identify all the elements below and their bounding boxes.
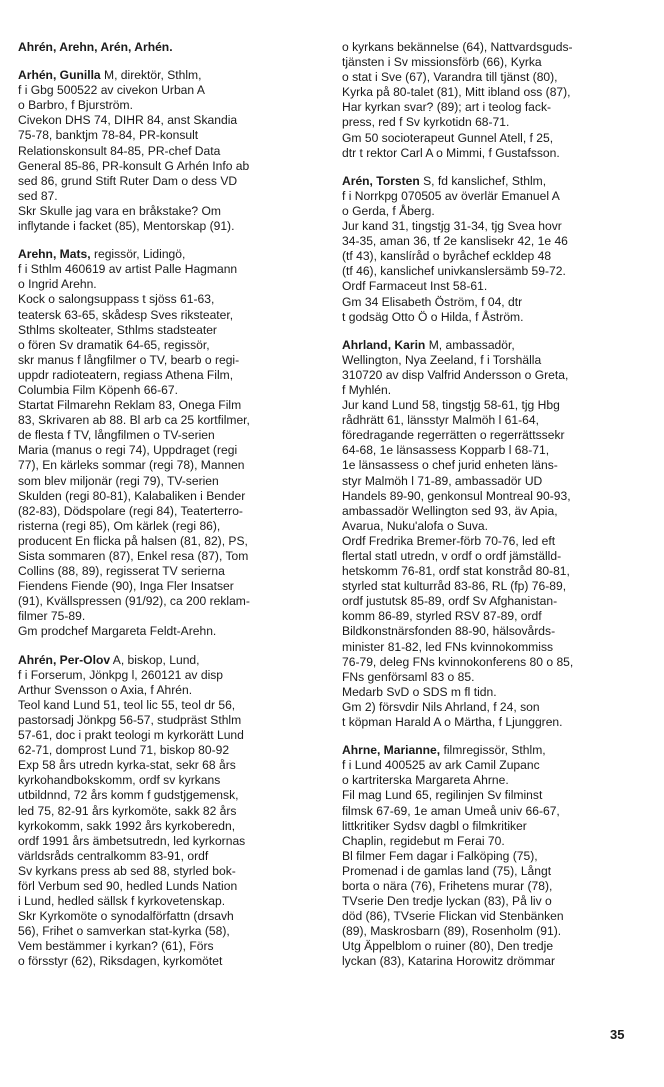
entry-text: Medarb SvD o SDS m fl tidn. (342, 684, 497, 699)
entry-text: 77), En kärleks sommar (regi 78), Mannen (18, 458, 245, 473)
entry-text: utbildnnd, 72 års komm f gudstjgemensk, (18, 788, 239, 803)
entry-text: A, biskop, Lund, (110, 652, 200, 667)
text-line (342, 564, 642, 579)
entry-text: Handels 89-90, genkonsul Montreal 90-93, (342, 488, 571, 503)
text-line (342, 249, 642, 264)
entry-text: Avarua, Nuku'alofa o Suva. (342, 518, 488, 533)
entry-text: o kyrkans bekännelse (64), Nattvardsguds- (342, 40, 573, 54)
entry-text: Jur kand 31, tingstjg 31-34, tjg Svea hovr (342, 219, 562, 234)
entry-text: filmer 75-89. (18, 609, 86, 624)
entry-text: inflytande i facket (85), Mentorskap (91). (18, 219, 235, 234)
text-line (18, 954, 318, 969)
entry-text: 62-71, domprost Lund 71, biskop 80-92 (18, 743, 230, 758)
entry-text: Sv kyrkans press ab sed 88, styrled bok- (18, 863, 236, 878)
text-line (342, 264, 642, 279)
text-line (342, 70, 642, 85)
entry-text: Gm 34 Elisabeth Öström, f 04, dtr (342, 294, 523, 309)
entry-text: (91), Kvällspressen (91/92), ca 200 reklam- (18, 594, 250, 609)
entry-text: littkritiker Sydsv dagbl o filmkritiker (342, 818, 527, 833)
entry-name: Arén, Torsten (342, 173, 420, 188)
text-line (342, 640, 642, 655)
entry-text: styr Malmöh l 71-89, ambassadör UD (342, 473, 543, 488)
entry-text: komm 86-89, styrled RSV 87-89, ordf (342, 609, 542, 624)
text-line (18, 549, 318, 564)
entry-text: Har kyrkan svar? (89); art i teolog fack- (342, 100, 552, 115)
text-line (18, 668, 318, 683)
text-line (342, 894, 642, 909)
text-line (18, 353, 318, 368)
text-line (18, 743, 318, 758)
entry-text: Skr Kyrkomöte o synodalförfattn (drsavh (18, 909, 234, 924)
entry-text: Collins (88, 89), regisserat TV serierna (18, 564, 225, 579)
text-line (342, 879, 642, 894)
entry-text: uppdr radioteatern, regiass Athena Film, (18, 367, 234, 382)
entry-text: f i Forserum, Jönkpg l, 260121 av disp (18, 667, 224, 682)
text-line (18, 864, 318, 879)
entry-text: led 75, 82-91 års kyrkomöte, sakk 82 års (18, 803, 237, 818)
text-line (342, 234, 642, 249)
text-line (342, 428, 642, 443)
text-line (342, 146, 642, 161)
entry-text: o Barbro, f Bjurström. (18, 98, 133, 113)
entry-separator (342, 730, 642, 743)
entry-text: Exp 58 års utredn kyrka-stat, sekr 68 års (18, 758, 236, 773)
text-line (18, 534, 318, 549)
text-line (342, 715, 642, 730)
entry-text: M, ambassadör, (425, 337, 515, 352)
entry-text: Ordf Fredrika Bremer-förb 70-76, led eft (342, 533, 556, 548)
text-line (342, 310, 642, 325)
text-line (342, 864, 642, 879)
entry-text: press, red f Sv kyrkotidn 68-71. (342, 115, 510, 130)
entry-text: kyrkohandbokskomm, ordf sv kyrkans (18, 773, 221, 788)
entry-text: Wellington, Nya Zeeland, f i Torshälla (342, 352, 542, 367)
entry-text: minister 81-82, led FNs kvinnokommiss (342, 639, 554, 654)
text-line (18, 443, 318, 458)
entry-text: regissör, Lidingö, (90, 247, 186, 262)
text-line (342, 504, 642, 519)
text-line (342, 670, 642, 685)
entry-text: TVserie Den tredje lyckan (83), På liv o (342, 894, 552, 909)
text-line (342, 849, 642, 864)
text-line (342, 700, 642, 715)
entry-text: pastorsadj Jönkpg 56-57, studpräst Sthlm (18, 712, 242, 727)
entry-separator (18, 55, 318, 68)
entry-text: flertal statl utredn, v ordf o ordf jämställd- (342, 549, 562, 563)
entry-text: 56), Frihet o samverkan stat-kyrka (58), (18, 924, 230, 939)
entry-separator (342, 161, 642, 174)
entry-name: Arehn, Mats, (18, 247, 91, 262)
entry-text: Utg Äppelblom o ruiner (80), Den tredje (342, 939, 554, 954)
entry-text: o kartriterska Margareta Ahrne. (342, 773, 509, 788)
entry-text: 310720 av disp Valfrid Andersson o Greta, (342, 367, 569, 382)
text-line (18, 489, 318, 504)
text-line (18, 909, 318, 924)
text-line (342, 458, 642, 473)
entry-text: 57-61, doc i prakt teologi m kyrkorätt Lund (18, 728, 244, 743)
entry-text: Gm 2) försvdir Nils Ahrland, f 24, son (342, 699, 540, 714)
text-line (18, 398, 318, 413)
entry-text: Civekon DHS 74, DIHR 84, anst Skandia (18, 113, 238, 128)
entry-name: Ahrén, Arehn, Arén, Arhén. (18, 40, 173, 54)
entry-text: t godsäg Otto Ö o Hilda, f Åström. (342, 309, 524, 324)
entry-text: ordf 1991 års ämbetsutredn, led kyrkornas (18, 833, 246, 848)
entry-text: ordf justutsk 85-89, ordf Sv Afghanistan- (342, 594, 558, 609)
entry-text: 1e länsassess o chef jurid enheten läns- (342, 458, 558, 473)
entry-text: föredragande regerrätten o regerrättssekr (342, 428, 565, 443)
text-line (342, 55, 642, 70)
text-line (18, 819, 318, 834)
entry-text: 75-78, banktjm 78-84, PR-konsult (18, 128, 199, 143)
text-line (342, 474, 642, 489)
text-line (18, 292, 318, 307)
entry-text: f i Gbg 500522 av civekon Urban A (18, 83, 205, 98)
text-line (18, 277, 318, 292)
entry-text: rådhrätt 61, länsstyr Malmöh l 61-64, (342, 413, 539, 428)
text-line (342, 773, 642, 788)
text-line (18, 308, 318, 323)
entry-text: producent En flicka på halsen (81, 82), PS, (18, 533, 248, 548)
entry-text: filmsk 67-69, 1e aman Umeå univ 66-67, (342, 803, 560, 818)
text-line (342, 788, 642, 803)
text-line (18, 204, 318, 219)
entry-name: Ahrén, Per-Olov (18, 652, 111, 667)
entry-separator (342, 325, 642, 338)
text-line (18, 262, 318, 277)
entry-text: teatersk 63-65, skådesp Sves riksteater, (18, 307, 234, 322)
entry-text: död (86), TVserie Flickan vid Stenbänken (342, 909, 564, 924)
text-line (342, 189, 642, 204)
text-line (342, 549, 642, 564)
entry-text: styrled stat kulturråd 83-86, RL (fp) 76-89, (342, 579, 567, 594)
text-line (342, 924, 642, 939)
text-line (342, 519, 642, 534)
text-line (342, 204, 642, 219)
text-line (18, 83, 318, 98)
entry-text: Gm prodchef Margareta Feldt-Arehn. (18, 624, 217, 639)
text-line (18, 519, 318, 534)
entry-text: Sthlms skolteater, Sthlms stadsteater (18, 322, 217, 337)
text-line (342, 939, 642, 954)
entry-text: förl Verbum sed 90, hedled Lunds Nation (18, 878, 238, 893)
entry-text: f Myhlén. (342, 382, 392, 397)
entry-text: Kock o salongsuppass t sjöss 61-63, (18, 292, 215, 307)
text-line (18, 174, 318, 189)
entry-text: f i Norrkpg 070505 av överlär Emanuel A (342, 188, 560, 203)
text-line (342, 685, 642, 700)
text-line (18, 834, 318, 849)
text-line (18, 594, 318, 609)
entry-text: sed 87. (18, 188, 58, 203)
entry-text: lyckan (83), Katarina Horowitz drömmar (342, 954, 556, 969)
entry-text: o Ingrid Arehn. (18, 277, 97, 292)
text-line (18, 323, 318, 338)
entry-name: Ahrne, Marianne, (342, 743, 441, 758)
entry-text: FNs genförsaml 83 o 85. (342, 669, 475, 684)
entry-text: Fil mag Lund 65, regilinjen Sv filminst (342, 788, 543, 803)
text-line (18, 758, 318, 773)
text-line (18, 564, 318, 579)
text-line (342, 398, 642, 413)
entry-text: Jur kand Lund 58, tingstjg 58-61, tjg Hbg (342, 398, 560, 413)
text-line (342, 655, 642, 670)
entry-text: (tf 43), kanslíråd o byråchef eckldep 48 (342, 249, 552, 264)
text-line (18, 698, 318, 713)
entry-text: Kyrka på 80-talet (81), Mitt ibland oss (87), (342, 85, 571, 100)
entry-text: tjänsten i Sv missionsförb (66), Kyrka (342, 55, 542, 70)
entry-text: Teol kand Lund 51, teol lic 55, teol dr 56, (18, 697, 236, 712)
entry-text: Skulden (regi 80-81), Kalabaliken i Bender (18, 488, 246, 503)
entry-separator (18, 640, 318, 653)
text-line (18, 474, 318, 489)
text-line (18, 728, 318, 743)
text-line (18, 413, 318, 428)
text-line (18, 113, 318, 128)
text-line (342, 804, 642, 819)
text-line (18, 653, 318, 668)
entry-text: Gm 50 socioterapeut Gunnel Atell, f 25, (342, 130, 554, 145)
text-line (18, 247, 318, 262)
entry-text: f i Sthlm 460619 av artist Palle Hagmann (18, 262, 238, 277)
text-line (342, 353, 642, 368)
entry-text: o Gerda, f Åberg. (342, 203, 435, 218)
text-line (18, 624, 318, 639)
entry-text: S, fd kanslichef, Sthlm, (419, 173, 547, 188)
text-line (342, 489, 642, 504)
text-line (18, 788, 318, 803)
entry-name: Ahrland, Karin (342, 337, 426, 352)
text-line (342, 85, 642, 100)
entry-text: i Lund, hedled sällsk f kyrkovetenskap. (18, 894, 226, 909)
text-line (342, 279, 642, 294)
text-line (342, 579, 642, 594)
entry-text: o försstyr (62), Riksdagen, kyrkomötet (18, 954, 223, 969)
entry-text: som blev miljonär (regi 79), TV-serien (18, 473, 219, 488)
entry-text: 34-35, aman 36, tf 2e kanslisekr 42, 1e 46 (342, 234, 568, 249)
text-line (342, 115, 642, 130)
entry-text: Vem bestämmer i kyrkan? (61), Förs (18, 939, 214, 954)
entry-text: kyrkokomm, sakk 1992 års kyrkoberedn, (18, 818, 236, 833)
entry-text: o stat i Sve (67), Varandra till tjänst (80), (342, 70, 558, 85)
text-line (18, 40, 318, 55)
text-line (18, 128, 318, 143)
entry-text: Bildkonstnärsfonden 88-90, hälsovårds- (342, 624, 556, 639)
text-line (342, 624, 642, 639)
text-line (18, 68, 318, 83)
text-line (18, 159, 318, 174)
entry-text: f i Lund 400525 av ark Camil Zupanc (342, 758, 540, 773)
entry-text: sed 86, grund Stift Ruter Dam o dess VD (18, 173, 238, 188)
entry-text: 76-79, deleg FNs kvinnokonferens 80 o 85, (342, 654, 574, 669)
text-line (342, 383, 642, 398)
entry-text: 64-68, 1e länsassess Kopparb l 68-71, (342, 443, 550, 458)
text-line (18, 849, 318, 864)
entry-text: Columbia Film Köpenh 66-67. (18, 382, 178, 397)
entry-text: Sista sommaren (87), Enkel resa (87), Tom (18, 549, 249, 563)
text-line (342, 368, 642, 383)
text-line (342, 219, 642, 234)
text-line (18, 924, 318, 939)
entry-text: de flesta f TV, långfilmen o TV-serien (18, 428, 215, 443)
entry-text: t köpman Harald A o Märtha, f Ljunggren. (342, 715, 563, 730)
entry-text: ambassadör Wellington sed 93, äv Apia, (342, 503, 558, 518)
text-line (18, 189, 318, 204)
page-number: 35 (610, 1027, 625, 1042)
entry-text: dtr t rektor Carl A o Mimmi, f Gustafsson. (342, 145, 560, 160)
entry-text: Skr Skulle jag vara en bråkstake? Om (18, 203, 221, 218)
entry-text: Fiendens Fiende (90), Inga Fler Insatser (18, 579, 234, 594)
entry-text: risterna (regi 85), Om kärlek (regi 86), (18, 518, 221, 533)
entry-text: Startat Filmarehn Reklam 83, Onega Film (18, 398, 242, 413)
text-line (342, 834, 642, 849)
entry-text: Relationskonsult 84-85, PR-chef Data (18, 143, 221, 158)
text-line (18, 773, 318, 788)
text-line (342, 100, 642, 115)
text-line (342, 534, 642, 549)
text-line (18, 383, 318, 398)
text-line (342, 743, 642, 758)
text-line (18, 428, 318, 443)
text-line (342, 131, 642, 146)
entry-text: Promenad i de gamlas land (75), Långt (342, 863, 552, 878)
text-line (18, 368, 318, 383)
text-line (342, 909, 642, 924)
text-line (342, 954, 642, 969)
text-line (18, 458, 318, 473)
text-line (18, 609, 318, 624)
entry-text: (82-83), Dödspolare (regi 84), Teaterterro- (18, 503, 243, 518)
text-line (18, 219, 318, 234)
text-line (342, 338, 642, 353)
text-line (342, 443, 642, 458)
entry-text: Chaplin, regidebut m Ferai 70. (342, 833, 505, 848)
left-column (18, 40, 318, 970)
entry-text: hetskomm 76-81, ordf stat konstråd 80-81, (342, 564, 570, 579)
entry-text: M, direktör, Sthlm, (100, 68, 202, 83)
entry-text: Arthur Svensson o Axia, f Ahrén. (18, 682, 193, 697)
text-line (18, 579, 318, 594)
entry-text: världsråds centralkomm 83-91, ordf (18, 848, 209, 863)
entry-text: Bl filmer Fem dagar i Falköping (75), (342, 848, 538, 863)
text-line (18, 504, 318, 519)
text-line (18, 879, 318, 894)
text-line (18, 713, 318, 728)
text-line (342, 295, 642, 310)
entry-text: General 85-86, PR-konsult G Arhén Info ab (18, 158, 250, 173)
entry-text: filmregissör, Sthlm, (440, 743, 546, 758)
entry-text: (tf 46), kanslichef univkanslersämb 59-72. (342, 264, 566, 279)
entry-name: Arhén, Gunilla (18, 68, 101, 83)
text-line (18, 939, 318, 954)
text-line (342, 594, 642, 609)
entry-text: skr manus f långfilmer o TV, bearb o regi- (18, 352, 240, 367)
text-line (18, 894, 318, 909)
text-line (18, 144, 318, 159)
right-column (342, 40, 642, 970)
entry-text: o fören Sv dramatik 64-65, regissör, (18, 337, 210, 352)
text-line (342, 758, 642, 773)
entry-text: borta o nära (76), Frihetens murar (78), (342, 878, 553, 893)
text-line (342, 40, 642, 55)
text-line (342, 819, 642, 834)
text-line (18, 98, 318, 113)
text-line (18, 683, 318, 698)
text-line (18, 338, 318, 353)
text-line (342, 413, 642, 428)
entry-text: Ordf Farmaceut Inst 58-61. (342, 279, 488, 294)
text-line (18, 804, 318, 819)
entry-text: (89), Maskrosbarn (89), Rosenholm (91). (342, 924, 562, 939)
entry-text: 83, Skrivaren ab 88. Bl arb ca 25 kortfilmer, (18, 413, 250, 428)
text-line (342, 174, 642, 189)
entry-text: Maria (manus o regi 74), Uppdraget (regi (18, 443, 238, 458)
text-line (342, 609, 642, 624)
entry-separator (18, 234, 318, 247)
